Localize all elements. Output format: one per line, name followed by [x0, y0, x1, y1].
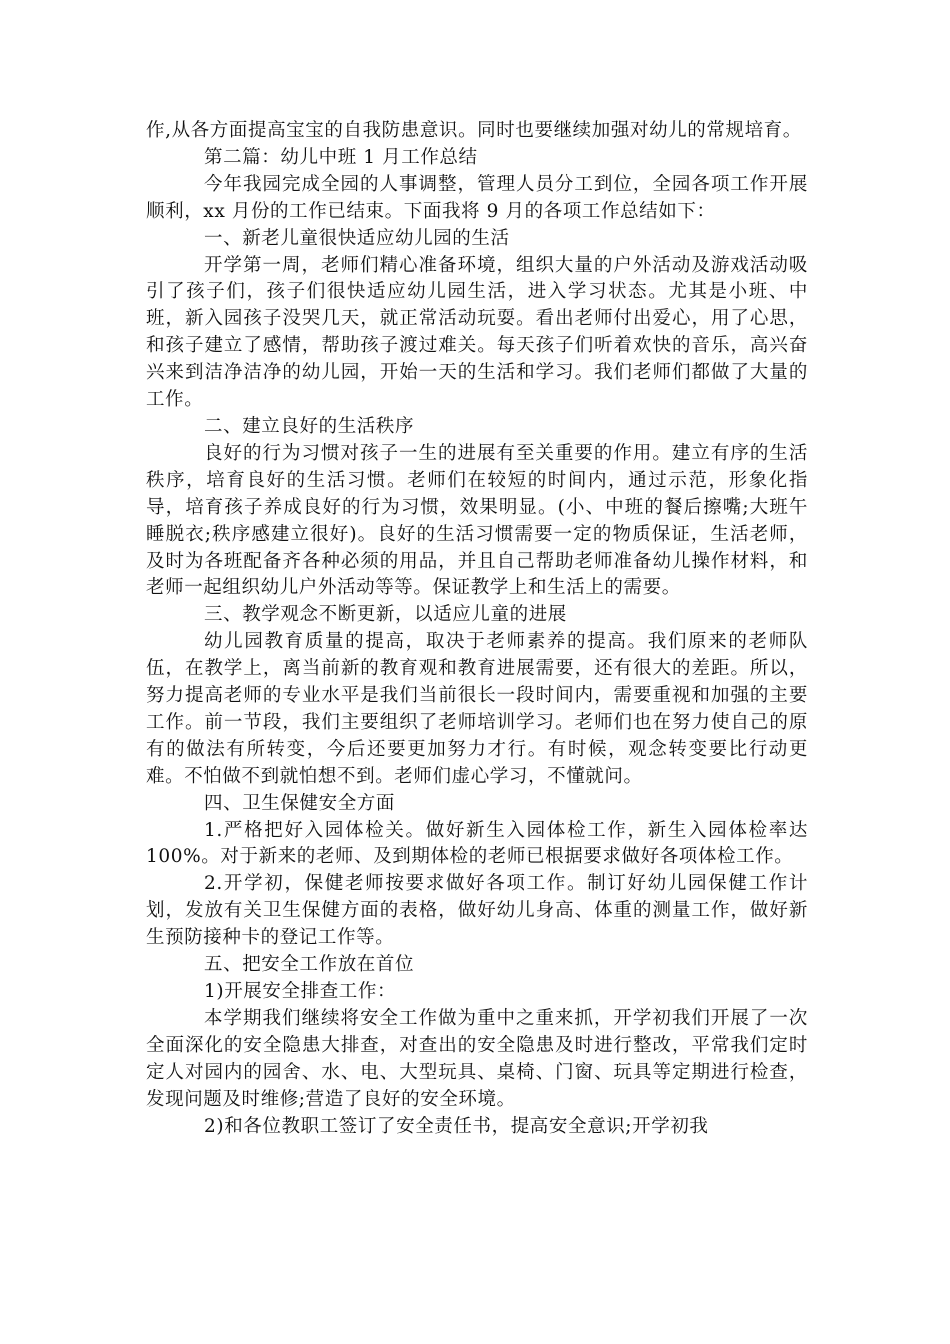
- paragraph: 开学第一周，老师们精心准备环境，组织大量的户外活动及游戏活动吸引了孩子们，孩子们很快适应幼儿园生活，进入学习状态。尤其是小班、中班，新入园孩子没哭几天，就正常活动玩耍。看出老师付出爱心，用了心思，和孩子建立了感情，帮助孩子渡过难关。每天孩子们听着欢快的音乐，高兴奋兴来到洁净洁净的幼儿园，开始一天的生活和学习。我们老师们都做了大量的工作。: [146, 254, 808, 411]
- paragraph: 2.开学初，保健老师按要求做好各项工作。制订好幼儿园保健工作计划，发放有关卫生保健方面的表格，做好幼儿身高、体重的测量工作，做好新生预防接种卡的登记工作等。: [146, 873, 808, 949]
- section-heading: 三、教学观念不断更新，以适应儿童的进展: [204, 604, 567, 626]
- paragraph: 1.严格把好入园体检关。做好新生入园体检工作，新生入园体检率达 100%。对于新来的老师、及到期体检的老师已根据要求做好各项体检工作。: [146, 819, 808, 868]
- paragraph: 2)和各位教职工签订了安全责任书，提高安全意识;开学初我: [204, 1115, 709, 1137]
- section-heading: 一、新老儿童很快适应幼儿园的生活: [204, 227, 510, 249]
- paragraph: 幼儿园教育质量的提高，取决于老师素养的提高。我们原来的老师队伍，在教学上，离当前新的教育观和教育进展需要，还有很大的差距。所以，努力提高老师的专业水平是我们当前很长一段时间内，需要重视和加强的主要工作。前一节段，我们主要组织了老师培训学习。老师们也在努力使自己的原有的做法有所转变，今后还要更加努力才行。有时候，观念转变要比行动更难。不怕做不到就怕想不到。老师们虚心学习，不懂就问。: [146, 631, 808, 787]
- paragraph: 作,从各方面提高宝宝的自我防患意识。同时也要继续加强对幼儿的常规培育。: [146, 120, 802, 141]
- paragraph: 今年我园完成全园的人事调整，管理人员分工到位，全园各项工作开展顺利，xx 月份的工作已结束。下面我将 9 月的各项工作总结如下：: [146, 173, 808, 222]
- subsection-heading: 1)开展安全排查工作：: [204, 981, 397, 1002]
- paragraph: 良好的行为习惯对孩子一生的进展有至关重要的作用。建立有序的生活秩序，培育良好的生活习惯。老师们在较短的时间内，通过示范，形象化指导，培育孩子养成良好的行为习惯，效果明显。(小、中班的餐后擦嘴;大班午睡脱衣;秩序感建立很好)。良好的生活习惯需要一定的物质保证，生活老师，及时为各班配备齐各种必须的用品，并且自己帮助老师准备幼儿操作材料，和老师一起组织幼儿户外活动等等。保证教学上和生活上的需要。: [146, 442, 808, 599]
- section-title: 第二篇：幼儿中班 1 月工作总结: [204, 146, 478, 168]
- document-body: [146, 118, 808, 1140]
- section-heading: 五、把安全工作放在首位: [204, 954, 415, 976]
- section-heading: 二、建立良好的生活秩序: [204, 415, 415, 437]
- section-heading: 四、卫生保健安全方面: [204, 792, 396, 814]
- paragraph: 本学期我们继续将安全工作做为重中之重来抓，开学初我们开展了一次全面深化的安全隐患大排查，对查出的安全隐患及时进行整改，平常我们定时定人对园内的园舍、水、电、大型玩具、桌椅、门窗、玩具等定期进行检查，发现问题及时维修;营造了良好的安全环境。: [146, 1007, 808, 1110]
